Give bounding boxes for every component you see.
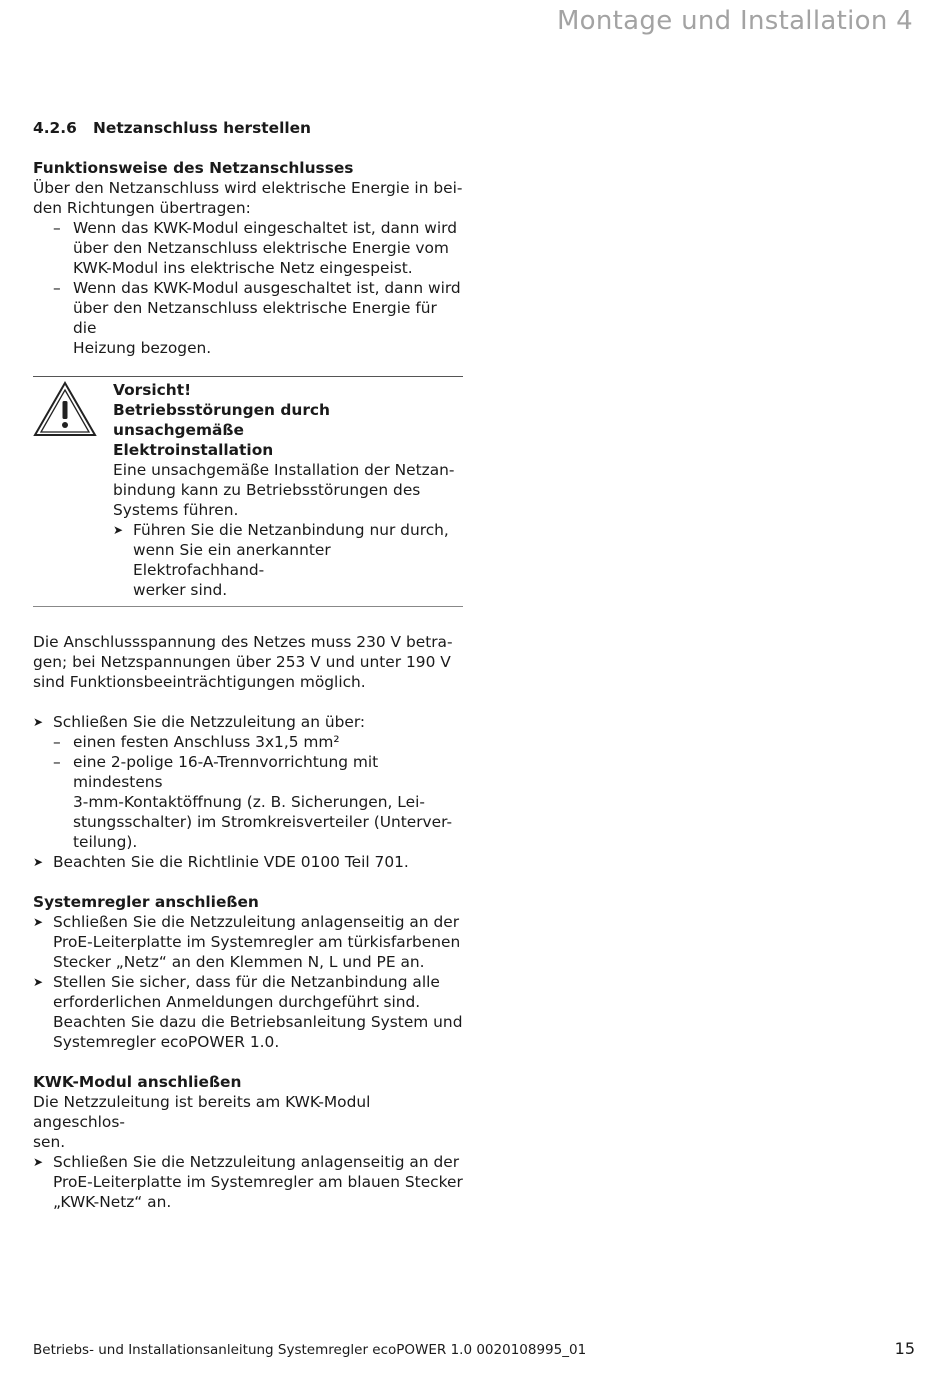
caution-subtitle-line: Elektroinstallation	[113, 441, 274, 459]
systemregler-step-line: Schließen Sie die Netzzuleitung anlagenseitig an der	[53, 913, 460, 931]
caution-action-line: wenn Sie ein anerkannter Elektrofachhand-	[133, 541, 331, 579]
voltage-line: sind Funktionsbeeinträchtigungen möglich.	[33, 673, 366, 691]
dash-marker: –	[53, 753, 61, 771]
systemregler-step-line: ProE-Leiterplatte im Systemregler am türkisfarbenen	[53, 933, 461, 951]
systemregler-step-line: Beachten Sie dazu die Betriebsanleitung System und	[53, 1013, 463, 1031]
connect-sub-line: 3-mm-Kontaktöffnung (z. B. Sicherungen, Lei-	[73, 793, 425, 811]
systemregler-step-line: erforderlichen Anmeldungen durchgeführt sind.	[53, 993, 421, 1011]
dash-item-line: Wenn das KWK-Modul ausgeschaltet ist, dann wird	[73, 279, 461, 297]
connect-sub-line: teilung).	[73, 833, 138, 851]
kwk-heading: KWK-Modul anschließen	[33, 1073, 242, 1091]
voltage-paragraph	[33, 632, 465, 692]
systemregler-step-line: Stecker „Netz“ an den Klemmen N, L und PE an.	[53, 953, 425, 971]
dash-item-line: über den Netzanschluss elektrische Energie für die	[73, 299, 437, 337]
kwk-step-line: ProE-Leiterplatte im Systemregler am blauen Stecker	[53, 1173, 463, 1191]
function-block	[33, 158, 465, 358]
caution-action-line: werker sind.	[133, 581, 228, 599]
systemregler-block	[33, 892, 465, 1052]
kwk-step-line: „KWK-Netz“ an.	[53, 1193, 172, 1211]
dash-marker: –	[53, 279, 61, 297]
connect-sub-item	[33, 752, 465, 852]
caution-body	[113, 380, 463, 600]
main-content	[33, 118, 465, 1212]
kwk-step-line: Schließen Sie die Netzzuleitung anlagenseitig an der	[53, 1153, 460, 1171]
caution-text-line: bindung kann zu Betriebsstörungen des	[113, 481, 421, 499]
caution-action-item	[113, 520, 463, 600]
section-heading	[33, 118, 465, 138]
function-intro-line: den Richtungen übertragen:	[33, 199, 251, 217]
connect-step	[33, 852, 465, 872]
function-dash-item	[33, 278, 465, 358]
systemregler-step-line: Systemregler ecoPOWER 1.0.	[53, 1033, 280, 1051]
caution-box	[33, 376, 463, 607]
connect-sub-line: einen festen Anschluss 3x1,5 mm²	[73, 733, 340, 751]
page-number: 15	[894, 1339, 915, 1358]
systemregler-step	[33, 912, 465, 972]
dash-item-line: Wenn das KWK-Modul eingeschaltet ist, dann wird	[73, 219, 457, 237]
caution-title: Vorsicht!	[113, 381, 192, 399]
arrow-marker: ➤	[33, 715, 44, 729]
warning-triangle-icon	[33, 381, 97, 437]
connect-sub-item	[33, 732, 465, 752]
dash-item-line: KWK-Modul ins elektrische Netz eingespeist.	[73, 259, 413, 277]
section-number: 4.2.6	[33, 119, 77, 137]
connect-instructions	[33, 712, 465, 872]
connect-sub-line: stungsschalter) im Stromkreisverteiler (Unterver-	[73, 813, 453, 831]
connect-sub-line: eine 2-polige 16-A-Trennvorrichtung mit mindestens	[73, 753, 379, 791]
caution-text-line: Systems führen.	[113, 501, 239, 519]
connect-step	[33, 712, 465, 732]
arrow-marker: ➤	[113, 523, 124, 537]
arrow-marker: ➤	[33, 915, 44, 929]
function-intro-line: Über den Netzanschluss wird elektrische Energie in bei-	[33, 179, 463, 197]
page-header-title: Montage und Installation 4	[556, 6, 913, 36]
dash-item-line: über den Netzanschluss elektrische Energie vom	[73, 239, 449, 257]
kwk-text-line: sen.	[33, 1133, 66, 1151]
systemregler-step-line: Stellen Sie sicher, dass für die Netzanbindung alle	[53, 973, 440, 991]
caution-subtitle-line: Betriebsstörungen durch unsachgemäße	[113, 401, 331, 439]
page-footer	[33, 1339, 915, 1358]
caution-text-line: Eine unsachgemäße Installation der Netzan-	[113, 461, 455, 479]
caution-action-line: Führen Sie die Netzanbindung nur durch,	[133, 521, 449, 539]
arrow-marker: ➤	[33, 975, 44, 989]
kwk-block	[33, 1072, 465, 1212]
connect-step-line: Beachten Sie die Richtlinie VDE 0100 Teil 701.	[53, 853, 409, 871]
systemregler-heading: Systemregler anschließen	[33, 893, 259, 911]
dash-item-line: Heizung bezogen.	[73, 339, 212, 357]
arrow-marker: ➤	[33, 1155, 44, 1169]
dash-marker: –	[53, 219, 61, 237]
kwk-step	[33, 1152, 465, 1212]
arrow-marker: ➤	[33, 855, 44, 869]
kwk-text-line: Die Netzzuleitung ist bereits am KWK-Modul angeschlos-	[33, 1093, 371, 1131]
connect-step-line: Schließen Sie die Netzzuleitung an über:	[53, 713, 366, 731]
footer-text: Betriebs- und Installationsanleitung Systemregler ecoPOWER 1.0 0020108995_01	[33, 1342, 587, 1358]
voltage-line: Die Anschlussspannung des Netzes muss 230 V betra-	[33, 633, 453, 651]
function-heading: Funktionsweise des Netzanschlusses	[33, 159, 354, 177]
dash-marker: –	[53, 733, 61, 751]
voltage-line: gen; bei Netzspannungen über 253 V und unter 190 V	[33, 653, 451, 671]
section-title: Netzanschluss herstellen	[93, 119, 312, 137]
systemregler-step	[33, 972, 465, 1052]
function-dash-item	[33, 218, 465, 278]
